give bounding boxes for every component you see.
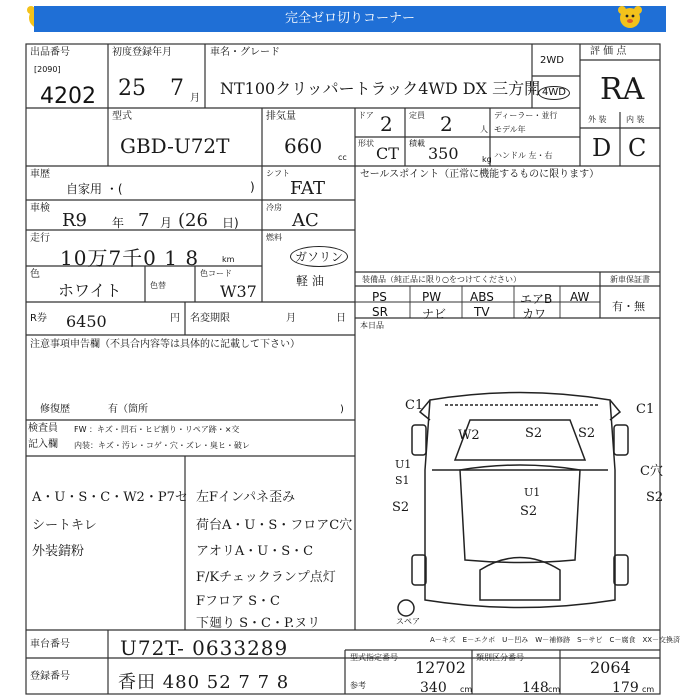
dim-height: 179 bbox=[612, 680, 639, 696]
cap-unit: 人 bbox=[480, 125, 488, 134]
mark-u1-left: U1 bbox=[395, 458, 412, 471]
ext-label: 外 装 bbox=[588, 115, 607, 124]
fuel-gas: ガソリン bbox=[290, 246, 348, 267]
door-value: 2 bbox=[380, 112, 393, 136]
reg-label: 初度登録年月 bbox=[112, 47, 172, 58]
drive-2wd: 2WD bbox=[540, 55, 564, 66]
lot-label: 出品番号 bbox=[30, 47, 70, 58]
note-right-4: F/Kチェックランプ点灯 bbox=[196, 570, 336, 585]
mark-s2-right: S2 bbox=[646, 490, 664, 505]
inspect-day-unit: 日) bbox=[222, 216, 239, 230]
grade-label: 評 価 点 bbox=[590, 46, 627, 57]
note-right-3: アオリA・U・S・C bbox=[196, 544, 314, 559]
disp-label: 排気量 bbox=[266, 111, 296, 122]
note-right-2: 荷台A・U・S・フロアC穴 bbox=[196, 518, 353, 533]
mark-s2-left: S2 bbox=[392, 500, 410, 515]
grade-value: RA bbox=[600, 72, 645, 107]
reg-month: 7 bbox=[170, 76, 184, 101]
mileage-value: 10万7千0 1 8 bbox=[60, 246, 200, 270]
recycle-unit: 円 bbox=[170, 313, 180, 324]
use-close: ) bbox=[250, 180, 255, 194]
dim-length-unit: cm bbox=[460, 685, 473, 694]
dim-width-unit: cm bbox=[548, 685, 561, 694]
spare-label: スペア bbox=[396, 617, 420, 626]
note-right-6: 下廻り S・C・P.ヌリ bbox=[196, 616, 321, 631]
load-value: 350 bbox=[428, 144, 459, 163]
lot-number: 4202 bbox=[40, 84, 96, 109]
model-label: 型式 bbox=[112, 111, 132, 122]
use-label: 車歴 bbox=[30, 169, 50, 180]
disp-unit: cc bbox=[338, 153, 347, 162]
equip-sr: SR bbox=[372, 305, 388, 319]
lot-sub: [2090] bbox=[34, 65, 61, 74]
name-value: NT100クリッパートラック4WD DX 三方開 bbox=[220, 79, 541, 98]
page-title: 完全ゼロ切りコーナー bbox=[34, 6, 666, 32]
mark-u1-center: U1 bbox=[524, 486, 541, 499]
mark-s2-top-right: S2 bbox=[578, 426, 596, 441]
int-label: 内 装 bbox=[626, 115, 645, 124]
notes-title: 注意事項申告欄（不具合内容等は具体的に記載して下さい） bbox=[30, 339, 300, 350]
fuel-label: 燃料 bbox=[266, 233, 282, 242]
ext-value: D bbox=[592, 134, 612, 162]
ac-label: 冷房 bbox=[266, 203, 282, 212]
drive-4wd: 4WD bbox=[538, 86, 570, 100]
model-year-label: モデル年 bbox=[494, 125, 526, 134]
inspector-label-2: 記入欄 bbox=[28, 439, 58, 450]
color-value: ホワイト bbox=[58, 281, 122, 300]
type-cert-label: 型式指定番号 bbox=[350, 653, 398, 662]
inspector-label-1: 検査員 bbox=[28, 423, 58, 434]
recycle-label: R券 bbox=[30, 313, 47, 324]
note-right-5: Fフロア S・C bbox=[196, 594, 281, 609]
mileage-unit: km bbox=[222, 255, 235, 264]
load-label: 積載 bbox=[409, 139, 425, 148]
dim-height-unit: cm bbox=[642, 685, 655, 694]
repair-value: 有（箇所 bbox=[108, 404, 148, 415]
mark-s2-top-left: S2 bbox=[525, 426, 543, 441]
equip-pw: PW bbox=[422, 290, 442, 304]
shape-label: 形状 bbox=[358, 139, 374, 148]
load-unit: kg bbox=[482, 155, 492, 164]
ac-value: AC bbox=[292, 210, 319, 231]
inspect-month-unit: 月 bbox=[160, 216, 173, 230]
new-warranty-label: 新車保証書 bbox=[610, 275, 650, 284]
name-change-label: 名変期限 bbox=[190, 313, 230, 324]
note-right-1: 左Fインパネ歪み bbox=[196, 490, 296, 505]
recycle-value: 6450 bbox=[66, 312, 107, 331]
note-left-3: 外装錆粉 bbox=[32, 544, 85, 559]
equip-label: 装備品（純正品に限り○をつけてください） bbox=[362, 275, 521, 284]
mark-c1-left: C1 bbox=[405, 398, 424, 413]
handle-label: ハンドル 左・右 bbox=[494, 151, 553, 160]
equip-airbag: エアB bbox=[520, 292, 553, 306]
color-code-value: W37 bbox=[220, 282, 257, 301]
shift-label: シフト bbox=[266, 169, 290, 178]
mark-c-hole: C穴 bbox=[640, 464, 663, 479]
chassis-label: 車台番号 bbox=[30, 639, 70, 650]
dim-length: 340 bbox=[420, 680, 447, 696]
repair-close: ) bbox=[340, 404, 344, 415]
dealer-label: ディーラー・並行 bbox=[494, 111, 558, 120]
class-value: 2064 bbox=[590, 658, 631, 677]
name-change-month: 月 bbox=[286, 313, 296, 324]
mileage-label: 走行 bbox=[30, 233, 50, 244]
shift-value: FAT bbox=[290, 178, 325, 199]
unload-label: 本日品 bbox=[360, 321, 384, 330]
chassis-value: U72T- 0633289 bbox=[120, 636, 289, 660]
reg-year: 25 bbox=[118, 76, 146, 101]
equip-leather: カワ bbox=[522, 307, 547, 321]
door-label: ドア bbox=[358, 111, 374, 120]
inspector-int-row: 内装：キズ・汚レ・コゲ・穴・ズレ・臭ヒ・破レ bbox=[74, 441, 250, 450]
inspect-value: R9 bbox=[62, 210, 88, 231]
ref-label: 参考 bbox=[350, 681, 366, 690]
cap-label: 定員 bbox=[409, 111, 425, 120]
inspect-label: 車検 bbox=[30, 203, 50, 214]
fuel-diesel: 軽 油 bbox=[296, 274, 324, 288]
note-left-2: シートキレ bbox=[32, 518, 97, 533]
type-cert-value: 12702 bbox=[415, 658, 466, 677]
plate-label: 登録番号 bbox=[30, 671, 70, 682]
mark-s1-left: S1 bbox=[395, 474, 410, 487]
name-change-day: 日 bbox=[336, 313, 346, 324]
warranty-value: 有・無 bbox=[612, 300, 645, 313]
equip-ps: PS bbox=[372, 290, 387, 304]
mark-w2: W2 bbox=[458, 428, 480, 443]
model-value: GBD-U72T bbox=[120, 134, 230, 158]
note-left-1: A・U・S・C・W2・P7セ bbox=[32, 490, 188, 505]
color-code-label: 色コード bbox=[200, 269, 232, 278]
equip-abs: ABS bbox=[470, 290, 494, 304]
legend: A－キズ E－エクボ U－凹み W－補修跡 S－サビ C－腐食 XX－交換済 bbox=[430, 636, 681, 644]
inspect-month-value: 7 bbox=[138, 210, 150, 231]
sell-label: セールスポイント（正常に機能するものに限ります） bbox=[360, 169, 600, 180]
color-no-label: 色替 bbox=[150, 281, 166, 290]
int-value: C bbox=[628, 134, 647, 162]
disp-value: 660 bbox=[284, 134, 323, 158]
repair-label: 修復歴 bbox=[40, 404, 70, 415]
plate-value: 香田 480 52 7 7 8 bbox=[118, 672, 290, 693]
mark-c1-right: C1 bbox=[636, 402, 655, 417]
equip-navi: ナビ bbox=[422, 307, 447, 321]
dim-width: 148 bbox=[522, 680, 549, 696]
name-label: 車名・グレード bbox=[210, 47, 280, 58]
mark-s2-center: S2 bbox=[520, 504, 538, 519]
equip-aw: AW bbox=[570, 290, 590, 304]
inspect-year-unit: 年 bbox=[112, 216, 125, 230]
class-label: 類別区分番号 bbox=[476, 653, 524, 662]
color-label: 色 bbox=[30, 269, 40, 280]
shape-value: CT bbox=[376, 144, 399, 163]
cap-value: 2 bbox=[440, 112, 453, 136]
equip-tv: TV bbox=[474, 305, 490, 319]
use-value: 自家用 ・( bbox=[66, 182, 123, 196]
inspector-fw-row: FW ：キズ・凹石・ヒビ割り・リペア跡・×交 bbox=[74, 425, 240, 434]
inspect-day-value: (26 bbox=[178, 210, 208, 231]
reg-month-unit: 月 bbox=[190, 93, 200, 104]
